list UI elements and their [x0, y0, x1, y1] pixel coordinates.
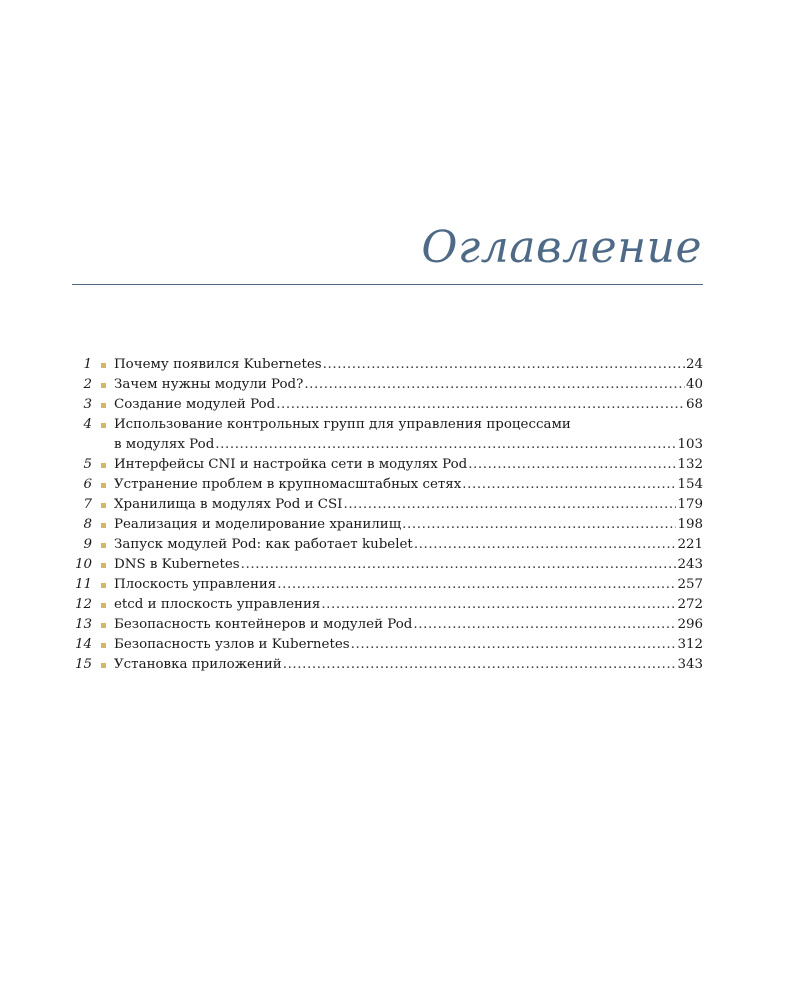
square-bullet-icon [92, 375, 114, 395]
dot-leader [276, 395, 685, 415]
page-number: 132 [677, 457, 703, 472]
toc-entry-5[interactable] [72, 455, 703, 475]
dot-leader [304, 375, 685, 395]
chapter-number: 14 [74, 637, 92, 652]
square-bullet-icon [92, 495, 114, 515]
page-number: 343 [677, 657, 703, 672]
toc-entry-8[interactable] [72, 515, 703, 535]
chapter-title: DNS в Kubernetes [114, 557, 240, 572]
page-title: Оглавление [421, 222, 702, 273]
square-bullet-icon [92, 655, 114, 675]
page-number: 243 [677, 557, 703, 572]
square-bullet-icon [92, 575, 114, 595]
title-divider [72, 284, 703, 285]
chapter-number: 1 [83, 357, 92, 372]
chapter-number: 9 [83, 537, 92, 552]
chapter-title: Плоскость управления [114, 577, 277, 592]
chapter-title: в модулях Pod [114, 437, 215, 452]
chapter-title: Безопасность узлов и Kubernetes [114, 637, 350, 652]
chapter-title: Запуск модулей Pod: как работает kubelet [114, 537, 413, 552]
toc-entry-6[interactable] [72, 475, 703, 495]
square-bullet-icon [92, 415, 114, 435]
square-bullet-icon [92, 455, 114, 475]
page-number: 179 [677, 497, 703, 512]
square-bullet-icon [92, 555, 114, 575]
toc-entry-3[interactable] [72, 395, 703, 415]
page-number: 68 [685, 397, 703, 412]
dot-leader [215, 435, 676, 455]
chapter-title: Установка приложений [114, 657, 282, 672]
dot-leader [351, 635, 677, 655]
square-bullet-icon [92, 355, 114, 375]
toc-entry-9[interactable] [72, 535, 703, 555]
chapter-number: 8 [83, 517, 92, 532]
square-bullet-icon [92, 515, 114, 535]
chapter-number: 4 [83, 417, 92, 432]
square-bullet-icon [92, 395, 114, 415]
chapter-number: 5 [83, 457, 92, 472]
chapter-title: Создание модулей Pod [114, 397, 276, 412]
toc-entry-14[interactable] [72, 635, 703, 655]
page-number: 296 [677, 617, 703, 632]
dot-leader [413, 615, 676, 635]
chapter-title: Почему появился Kubernetes [114, 357, 322, 372]
dot-leader [241, 555, 677, 575]
chapter-title: Безопасность контейнеров и модулей Pod [114, 617, 413, 632]
page-number: 198 [677, 517, 703, 532]
chapter-title: Устранение проблем в крупномасштабных сетях [114, 477, 462, 492]
chapter-title: etcd и плоскость управления [114, 597, 321, 612]
toc-entry-4[interactable] [72, 415, 703, 455]
chapter-number: 13 [74, 617, 92, 632]
square-bullet-icon [92, 475, 114, 495]
toc-entry-2[interactable] [72, 375, 703, 395]
toc-entry-12[interactable] [72, 595, 703, 615]
chapter-number: 3 [83, 397, 92, 412]
page-number: 24 [685, 357, 703, 372]
chapter-number: 11 [74, 577, 92, 592]
toc-entry-1[interactable] [72, 355, 703, 375]
dot-leader [414, 535, 677, 555]
chapter-title: Реализация и моделирование хранилищ [114, 517, 402, 532]
toc-entry-15[interactable] [72, 655, 703, 675]
page-number: 272 [677, 597, 703, 612]
page-number: 312 [677, 637, 703, 652]
chapter-number: 15 [74, 657, 92, 672]
page-number: 40 [685, 377, 703, 392]
chapter-title: Интерфейсы CNI и настройка сети в модулях Pod [114, 457, 468, 472]
dot-leader [343, 495, 676, 515]
page-number: 103 [677, 437, 703, 452]
chapter-number: 10 [74, 557, 92, 572]
dot-leader [277, 575, 676, 595]
chapter-title: Использование контрольных групп для управления процессами [114, 417, 571, 432]
dot-leader [323, 355, 685, 375]
toc-entry-11[interactable] [72, 575, 703, 595]
chapter-number: 6 [83, 477, 92, 492]
chapter-number: 2 [83, 377, 92, 392]
table-of-contents [72, 355, 703, 675]
page-number: 221 [677, 537, 703, 552]
square-bullet-icon [92, 615, 114, 635]
square-bullet-icon [92, 535, 114, 555]
dot-leader [468, 455, 676, 475]
chapter-number: 12 [74, 597, 92, 612]
chapter-title: Зачем нужны модули Pod? [114, 377, 304, 392]
square-bullet-icon [92, 635, 114, 655]
dot-leader [402, 515, 676, 535]
toc-entry-13[interactable] [72, 615, 703, 635]
toc-entry-7[interactable] [72, 495, 703, 515]
dot-leader [462, 475, 676, 495]
dot-leader [283, 655, 677, 675]
page-number: 257 [677, 577, 703, 592]
chapter-number: 7 [83, 497, 92, 512]
square-bullet-icon [92, 595, 114, 615]
chapter-title: Хранилища в модулях Pod и CSI [114, 497, 343, 512]
dot-leader [321, 595, 676, 615]
page-number: 154 [677, 477, 703, 492]
toc-entry-10[interactable] [72, 555, 703, 575]
